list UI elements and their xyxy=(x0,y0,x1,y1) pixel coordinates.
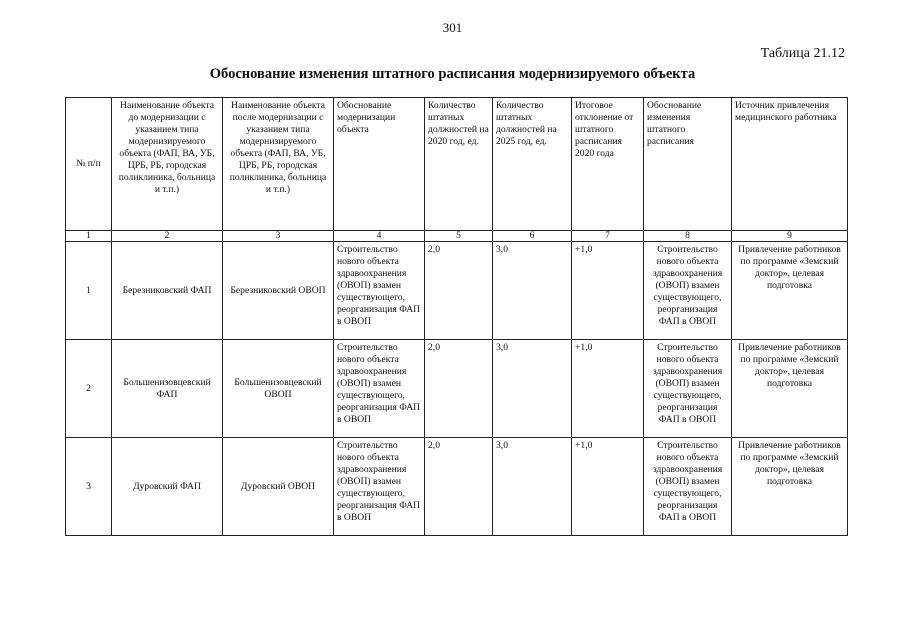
modernization-justification-cell: Строительство нового объекта здравоохранения (ОВОП) взамен существующего, реорганизация ФАП в ОВОП xyxy=(334,438,425,536)
staff-2020-cell: 2,0 xyxy=(425,242,493,340)
table-label: Таблица 21.12 xyxy=(760,46,845,61)
page-number: 301 xyxy=(442,20,463,35)
col-header-deviation: Итоговое отклонение от штатного расписания 2020 года xyxy=(572,98,644,231)
document-title: Обоснование изменения штатного расписания модернизируемого объекта xyxy=(209,66,696,82)
deviation-cell: +1,0 xyxy=(572,340,644,438)
col-header-staff-2020: Количество штатных должностей на 2020 год, ед. xyxy=(425,98,493,231)
staff-2025-cell: 3,0 xyxy=(493,438,572,536)
staff-change-justification-cell: Строительство нового объекта здравоохранения (ОВОП) взамен существующего, реорганизация ФАП в ОВОП xyxy=(644,340,732,438)
deviation-cell: +1,0 xyxy=(572,242,644,340)
staff-change-justification-cell: Строительство нового объекта здравоохранения (ОВОП) взамен существующего, реорганизация ФАП в ОВОП xyxy=(644,242,732,340)
staff-2020-cell: 2,0 xyxy=(425,438,493,536)
col-header-staff-2025: Количество штатных должностей на 2025 год, ед. xyxy=(493,98,572,231)
column-number: 9 xyxy=(732,231,848,242)
staffing-table xyxy=(65,97,848,536)
object-after-cell: Дуровский ОВОП xyxy=(223,438,334,536)
row-number: 1 xyxy=(66,242,112,340)
column-number: 1 xyxy=(66,231,112,242)
object-after-cell: Большенизовцевский ОВОП xyxy=(223,340,334,438)
col-header-modernization-justification: Обоснование модернизации объекта xyxy=(334,98,425,231)
object-before-cell: Березниковский ФАП xyxy=(112,242,223,340)
worker-source-cell: Привлечение работников по программе «Земский доктор», целевая подготовка xyxy=(732,242,848,340)
col-header-staff-change-justification: Обоснование изменения штатного расписания xyxy=(644,98,732,231)
col-header-number: № п/п xyxy=(66,98,112,231)
header-row xyxy=(66,98,848,231)
object-before-cell: Дуровский ФАП xyxy=(112,438,223,536)
staff-2025-cell: 3,0 xyxy=(493,340,572,438)
staff-2020-cell: 2,0 xyxy=(425,340,493,438)
deviation-cell: +1,0 xyxy=(572,438,644,536)
staff-change-justification-cell: Строительство нового объекта здравоохранения (ОВОП) взамен существующего, реорганизация ФАП в ОВОП xyxy=(644,438,732,536)
column-number: 7 xyxy=(572,231,644,242)
column-number: 4 xyxy=(334,231,425,242)
object-before-cell: Большенизовцевский ФАП xyxy=(112,340,223,438)
row-number: 2 xyxy=(66,340,112,438)
column-number: 5 xyxy=(425,231,493,242)
table-row xyxy=(66,242,848,340)
column-number: 8 xyxy=(644,231,732,242)
staff-2025-cell: 3,0 xyxy=(493,242,572,340)
column-number: 3 xyxy=(223,231,334,242)
table-row xyxy=(66,340,848,438)
row-number: 3 xyxy=(66,438,112,536)
column-number: 6 xyxy=(493,231,572,242)
column-number: 2 xyxy=(112,231,223,242)
modernization-justification-cell: Строительство нового объекта здравоохранения (ОВОП) взамен существующего, реорганизация ФАП в ОВОП xyxy=(334,340,425,438)
col-header-object-before: Наименование объекта до модернизации с указанием типа модернизируемого объекта (ФАП, ВА, УБ, ЦРБ, РБ, городская поликлиника, больница и т.п.) xyxy=(112,98,223,231)
worker-source-cell: Привлечение работников по программе «Земский доктор», целевая подготовка xyxy=(732,438,848,536)
col-header-worker-source: Источник привлечения медицинского работника xyxy=(732,98,848,231)
column-number-row xyxy=(66,231,848,242)
col-header-object-after: Наименование объекта после модернизации с указанием типа модернизируемого объекта (ФАП, ВА, УБ, ЦРБ, РБ, городская поликлиника, больница и т.п.) xyxy=(223,98,334,231)
table-row xyxy=(66,438,848,536)
worker-source-cell: Привлечение работников по программе «Земский доктор», целевая подготовка xyxy=(732,340,848,438)
modernization-justification-cell: Строительство нового объекта здравоохранения (ОВОП) взамен существующего, реорганизация ФАП в ОВОП xyxy=(334,242,425,340)
object-after-cell: Березниковский ОВОП xyxy=(223,242,334,340)
